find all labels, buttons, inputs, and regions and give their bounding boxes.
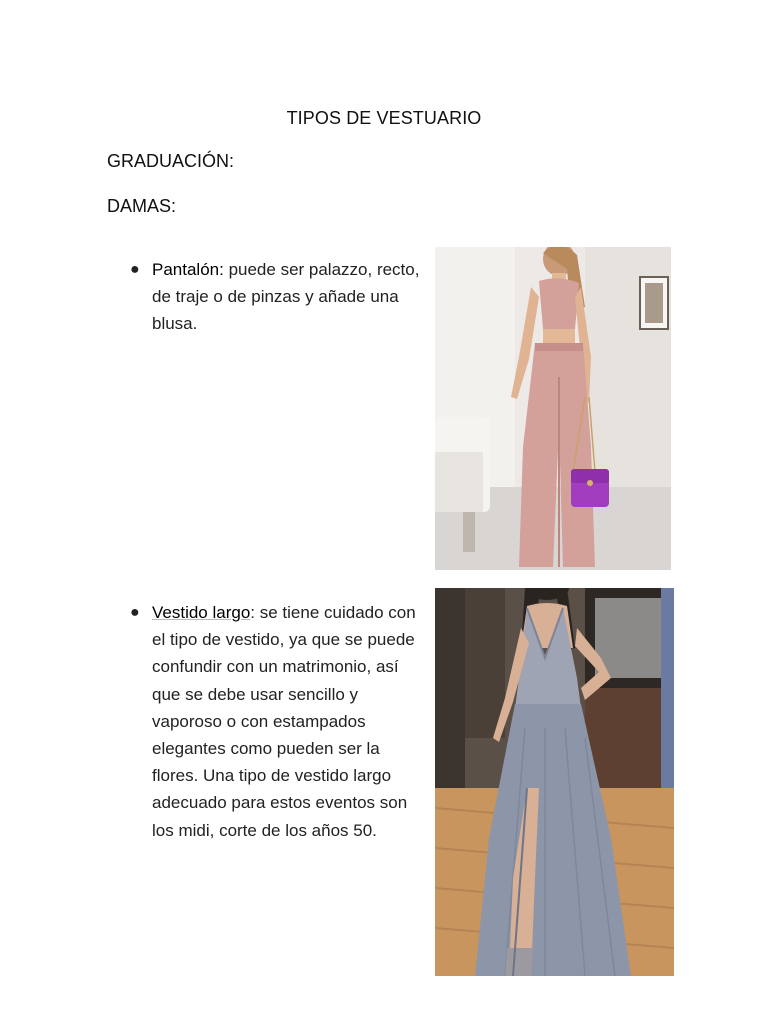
item-term: Vestido largo bbox=[152, 603, 251, 622]
pink-palazzo-outfit-photo bbox=[435, 247, 671, 570]
photo-illustration bbox=[435, 588, 674, 976]
bullet-icon: ● bbox=[130, 261, 140, 278]
bullet-icon: ● bbox=[130, 604, 140, 621]
list-item-text bbox=[152, 599, 430, 844]
section-heading: GRADUACIÓN: bbox=[107, 151, 235, 171]
item-description: puede ser palazzo, recto, de traje o de pinzas y añade una blusa. bbox=[152, 260, 420, 334]
item-term: Pantalón: bbox=[152, 260, 224, 279]
photo-illustration bbox=[435, 247, 671, 570]
subsection-heading: DAMAS: bbox=[107, 196, 177, 216]
document-title: TIPOS DE VESTUARIO bbox=[286, 108, 482, 128]
item-description: : se tiene cuidado con el tipo de vestido, ya que se puede confundir con un matrimonio, así que se debe usar sencillo y vaporoso o con estampados elegantes como pueden ser la flores. Una tipo de vestido largo adecuado para estos eventos son los midi, corte de los años 50. bbox=[152, 603, 416, 840]
list-item-text bbox=[152, 256, 430, 338]
gray-long-dress-photo bbox=[435, 588, 674, 976]
